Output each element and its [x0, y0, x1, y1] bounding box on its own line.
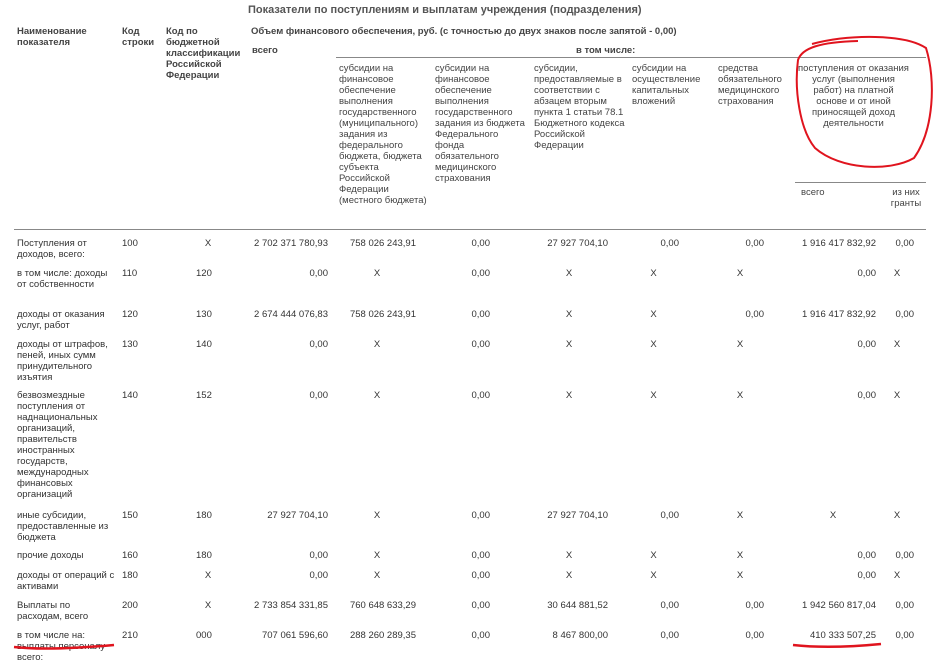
row-col6-total: 0,00 — [857, 570, 876, 581]
row-code: 100 — [122, 238, 138, 249]
header-rule-top — [336, 57, 926, 58]
row-col4: 0,00 — [660, 238, 679, 249]
row-kbk: 120 — [196, 268, 212, 279]
row-col3: X — [565, 390, 573, 401]
row-col3: X — [565, 339, 573, 350]
row-total: 0,00 — [309, 390, 328, 401]
row-total: 0,00 — [309, 339, 328, 350]
row-col6-grants: X — [893, 510, 901, 521]
row-col2: 0,00 — [471, 390, 490, 401]
row-col3: 8 467 800,00 — [552, 630, 608, 641]
row-col1: X — [373, 510, 381, 521]
row-code: 110 — [122, 268, 138, 279]
row-col5: 0,00 — [745, 600, 764, 611]
row-col4: X — [650, 550, 657, 561]
row-code: 130 — [122, 339, 138, 350]
row-col6-grants: 0,00 — [895, 630, 914, 641]
row-col1: X — [373, 390, 381, 401]
header-col6-total: всего — [801, 187, 825, 198]
row-col5: X — [736, 510, 744, 521]
header-col1: субсидии на финансовое обеспечение выполнения государственного (муниципального) задания из федерального бюджета, бюджета субъекта Российской Федерации (местного бюджета) — [339, 63, 427, 206]
row-kbk: 152 — [196, 390, 212, 401]
row-name: прочие доходы — [17, 550, 84, 561]
row-col6-grants: X — [893, 268, 901, 279]
row-col6-total: 410 333 507,25 — [809, 630, 876, 641]
row-col6-total: 1 916 417 832,92 — [802, 309, 876, 320]
row-total: 2 702 371 780,93 — [254, 238, 328, 249]
row-kbk: X — [204, 570, 212, 581]
annotation-underline-right — [793, 644, 881, 647]
row-col6-grants: 0,00 — [895, 550, 914, 561]
row-col1: 760 648 633,29 — [349, 600, 416, 611]
row-name: доходы от операций с активами — [17, 570, 115, 592]
row-col3: 30 644 881,52 — [547, 600, 608, 611]
row-col6-grants: X — [893, 570, 901, 581]
row-kbk: X — [204, 238, 212, 249]
row-col4: 0,00 — [660, 510, 679, 521]
header-code: Код строки — [122, 26, 155, 48]
row-col6-grants: 0,00 — [895, 600, 914, 611]
row-col6-total: 0,00 — [857, 390, 876, 401]
row-name: доходы от штрафов, пеней, иных сумм принудительного изъятия — [17, 339, 108, 383]
header-rule-bottom — [14, 229, 926, 230]
row-col5: X — [736, 390, 744, 401]
header-col6: поступления от оказания услуг (выполнения работ) на платной основе и от иной приносящей доход деятельности — [798, 63, 909, 129]
row-col6-total: 0,00 — [857, 550, 876, 561]
row-col5: X — [736, 268, 744, 279]
row-col4: 0,00 — [660, 630, 679, 641]
row-col6-total: 1 916 417 832,92 — [802, 238, 876, 249]
page-title: Показатели по поступлениям и выплатам учреждения (подразделения) — [248, 4, 642, 16]
row-col2: 0,00 — [471, 630, 490, 641]
row-col1: X — [373, 570, 381, 581]
row-col4: X — [650, 309, 657, 320]
row-col6-grants: 0,00 — [895, 309, 914, 320]
row-total: 0,00 — [309, 570, 328, 581]
header-volume: Объем финансового обеспечения, руб. (с точностью до двух знаков после запятой - 0,00) — [251, 26, 677, 37]
row-name: Поступления от доходов, всего: — [17, 238, 87, 260]
row-col1: 288 260 289,35 — [349, 630, 416, 641]
row-col2: 0,00 — [471, 339, 490, 350]
row-name: безвозмездные поступления от наднациональных организаций, правительств иностранных государств, международных финансовых организаций — [17, 390, 98, 500]
row-col1: X — [373, 550, 381, 561]
row-total: 2 733 854 331,85 — [254, 600, 328, 611]
row-col3: X — [565, 550, 573, 561]
row-code: 200 — [122, 600, 138, 611]
row-col2: 0,00 — [471, 309, 490, 320]
row-col5: X — [736, 550, 744, 561]
row-code: 150 — [122, 510, 138, 521]
header-name: Наименование показателя — [17, 26, 87, 48]
row-col2: 0,00 — [471, 570, 490, 581]
row-total: 0,00 — [309, 550, 328, 561]
row-total: 2 674 444 076,83 — [254, 309, 328, 320]
header-col5: средства обязательного медицинского страхования — [718, 63, 782, 107]
row-code: 140 — [122, 390, 138, 401]
row-col6-total: 1 942 560 817,04 — [802, 600, 876, 611]
row-col6-total: 0,00 — [857, 268, 876, 279]
row-total: 707 061 596,60 — [261, 630, 328, 641]
row-kbk: 140 — [196, 339, 212, 350]
row-code: 180 — [122, 570, 138, 581]
header-rule-sub — [795, 182, 926, 183]
header-col3: субсидии, предоставляемые в соответствии с абзацем вторым пункта 1 статьи 78.1 Бюджетного кодекса Российской Федерации — [534, 63, 625, 151]
row-col2: 0,00 — [471, 510, 490, 521]
row-col4: 0,00 — [660, 600, 679, 611]
row-kbk: 180 — [196, 510, 212, 521]
row-col3: X — [565, 309, 573, 320]
row-col6-grants: X — [893, 390, 901, 401]
row-col6-grants: 0,00 — [895, 238, 914, 249]
row-code: 120 — [122, 309, 138, 320]
row-name: Выплаты по расходам, всего — [17, 600, 89, 622]
row-total: 0,00 — [309, 268, 328, 279]
row-col6-total: 0,00 — [857, 339, 876, 350]
row-col2: 0,00 — [471, 550, 490, 561]
row-col5: X — [736, 339, 744, 350]
row-name: иные субсидии, предоставленные из бюджета — [17, 510, 109, 543]
row-kbk: 000 — [196, 630, 212, 641]
header-col4: субсидии на осуществление капитальных вложений — [632, 63, 701, 107]
row-col1: X — [373, 339, 381, 350]
header-col2: субсидии на финансовое обеспечение выполнения государственного задания из бюджета Федерального фонда обязательного медицинского страхования — [435, 63, 525, 184]
header-kbk: Код по бюджетной классификации Российской Федерации — [166, 26, 241, 81]
row-col2: 0,00 — [471, 238, 490, 249]
row-col2: 0,00 — [471, 600, 490, 611]
row-col3: X — [565, 570, 573, 581]
row-kbk: 180 — [196, 550, 212, 561]
row-col2: 0,00 — [471, 268, 490, 279]
header-including: в том числе: — [576, 45, 636, 56]
row-kbk: X — [204, 600, 212, 611]
row-col5: 0,00 — [745, 630, 764, 641]
row-col6-total: X — [829, 510, 837, 521]
row-col5: X — [736, 570, 744, 581]
row-col3: X — [565, 268, 573, 279]
row-col6-grants: X — [893, 339, 901, 350]
header-col6-grants: из них гранты — [890, 187, 922, 209]
row-col5: 0,00 — [745, 238, 764, 249]
row-kbk: 130 — [196, 309, 212, 320]
row-col4: X — [650, 268, 657, 279]
row-col1: X — [373, 268, 381, 279]
row-col1: 758 026 243,91 — [349, 309, 416, 320]
row-total: 27 927 704,10 — [267, 510, 328, 521]
row-col5: 0,00 — [745, 309, 764, 320]
row-name: доходы от оказания услуг, работ — [17, 309, 105, 331]
row-col4: X — [650, 390, 657, 401]
row-col3: 27 927 704,10 — [547, 238, 608, 249]
row-col4: X — [650, 570, 657, 581]
row-col1: 758 026 243,91 — [349, 238, 416, 249]
row-col3: 27 927 704,10 — [547, 510, 608, 521]
row-code: 210 — [122, 630, 138, 641]
row-code: 160 — [122, 550, 138, 561]
row-name: в том числе на: выплаты персоналу всего: — [17, 630, 106, 663]
header-total: всего — [252, 45, 278, 56]
row-col4: X — [650, 339, 657, 350]
row-name: в том числе: доходы от собственности — [17, 268, 108, 290]
